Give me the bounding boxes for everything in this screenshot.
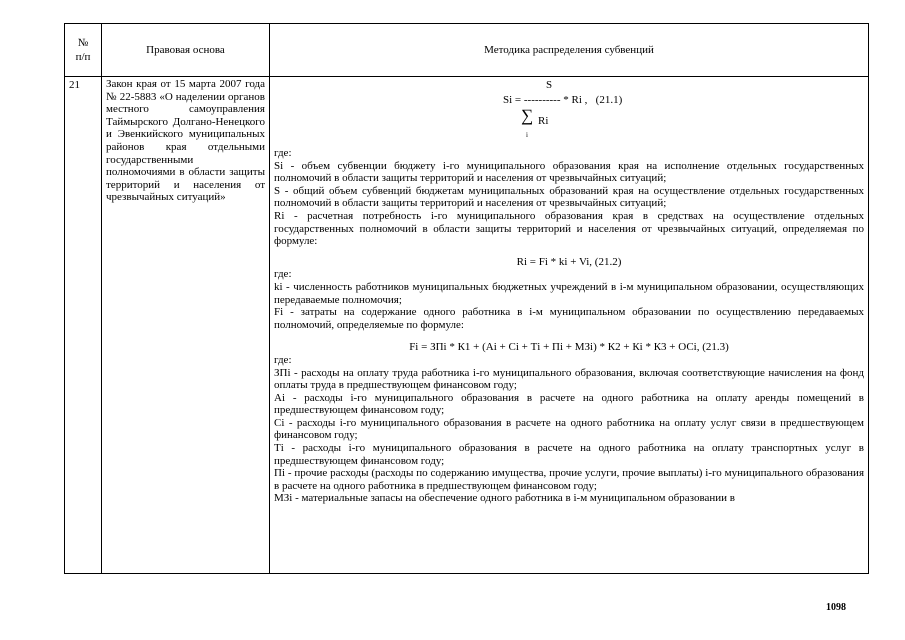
- definition-s: S - общий объем субвенций бюджетам муниципальных образований края на осуществление отдельных государственных полномочий в области защиты территорий и населения от чрезвычайных ситуаций;: [274, 184, 864, 210]
- page-number: 1098: [826, 602, 846, 613]
- formula-21-1: [274, 77, 864, 147]
- formula-denominator: Ri: [538, 115, 549, 127]
- formula-main-line: Si = ---------- * Ri , (21.1): [503, 94, 623, 106]
- definition-fi: Fi - затраты на содержание одного работника в i-м муниципальном образовании по осуществлению передаваемых полномочий, определяемые по формуле:: [274, 306, 864, 331]
- table-row: [65, 77, 869, 574]
- definition-ri: Ri - расчетная потребность i-го муниципального образования края в средствах на осуществление отдельных государственных полномочий в области защиты территорий и населения от чрезвычайных ситуаций, определяемая по формуле:: [274, 209, 864, 248]
- where-label: где:: [274, 147, 292, 159]
- sum-index: i: [526, 131, 528, 139]
- definition-ci: Сi - расходы i-го муниципального образования в расчете на одного работника на оплату услуг связи в предшествующем финансовом году;: [274, 416, 864, 442]
- where-label: где:: [274, 268, 292, 281]
- definition-ai: Аi - расходы i-го муниципального образования в расчете на одного работника на оплату аренды помещений в предшествующем финансовом году;: [274, 391, 864, 417]
- where-label: где:: [274, 353, 292, 366]
- formula-21-2: Ri = Fi * ki + Vi, (21.2): [516, 255, 622, 268]
- definition-ti: Тi - расходы i-го муниципального образования в расчете на одного работника на оплату транспортных услуг в предшествующем финансовом году;: [274, 442, 864, 467]
- header-number-symbol: №: [77, 37, 89, 49]
- definition-si: Si - объем субвенции бюджету i-го муниципального образования края на исполнение отдельных государственных полномочий в области защиты территорий и населения от чрезвычайных ситуаций;: [274, 159, 864, 185]
- definition-pi: Пi - прочие расходы (расходы по содержанию имущества, прочие услуги, прочие выплаты) i-го муниципального образования в расчете на одного работника в предшествующем финансовом году;: [274, 467, 864, 492]
- definition-zpi: ЗПi - расходы на оплату труда работника i-го муниципального образования, включая соответствующие начисления на фонд оплаты труда в предшествующем финансовом году;: [274, 366, 864, 392]
- header-method: Методика распределения субвенций: [270, 24, 869, 77]
- formula-21-3: Fi = ЗПi * К1 + (Аi + Сi + Тi + Пi + МЗi) * К2 + Кi * К3 + ОСi, (21.3): [409, 341, 729, 354]
- header-number: [65, 24, 102, 77]
- subvention-table: [64, 23, 869, 574]
- method-cell: [270, 77, 869, 574]
- table-header-row: [65, 24, 869, 77]
- formula-numerator: S: [546, 79, 553, 91]
- definition-mzi: МЗi - материальные запасы на обеспечение одного работника в i-м муниципальном образовании в: [274, 492, 735, 505]
- header-legal-basis: Правовая основа: [102, 24, 270, 77]
- definition-ki: ki - численность работников муниципальных бюджетных учреждений в i-м муниципальном образовании, осуществляющих передаваемые полномочия;: [274, 280, 864, 306]
- row-number: 21: [65, 77, 102, 574]
- law-reference: Закон края от 15 марта 2007 года № 22-5883 «О наделении органов местного самоуправления Таймырского Долгано-Ненецкого и Эвенкийского муниципальных районов края отдельными государственными полномочиями в области защиты территорий и населения от чрезвычайных ситуаций»: [102, 77, 270, 574]
- sum-symbol: ∑: [521, 106, 534, 125]
- header-number-abbr: п/п: [75, 51, 91, 63]
